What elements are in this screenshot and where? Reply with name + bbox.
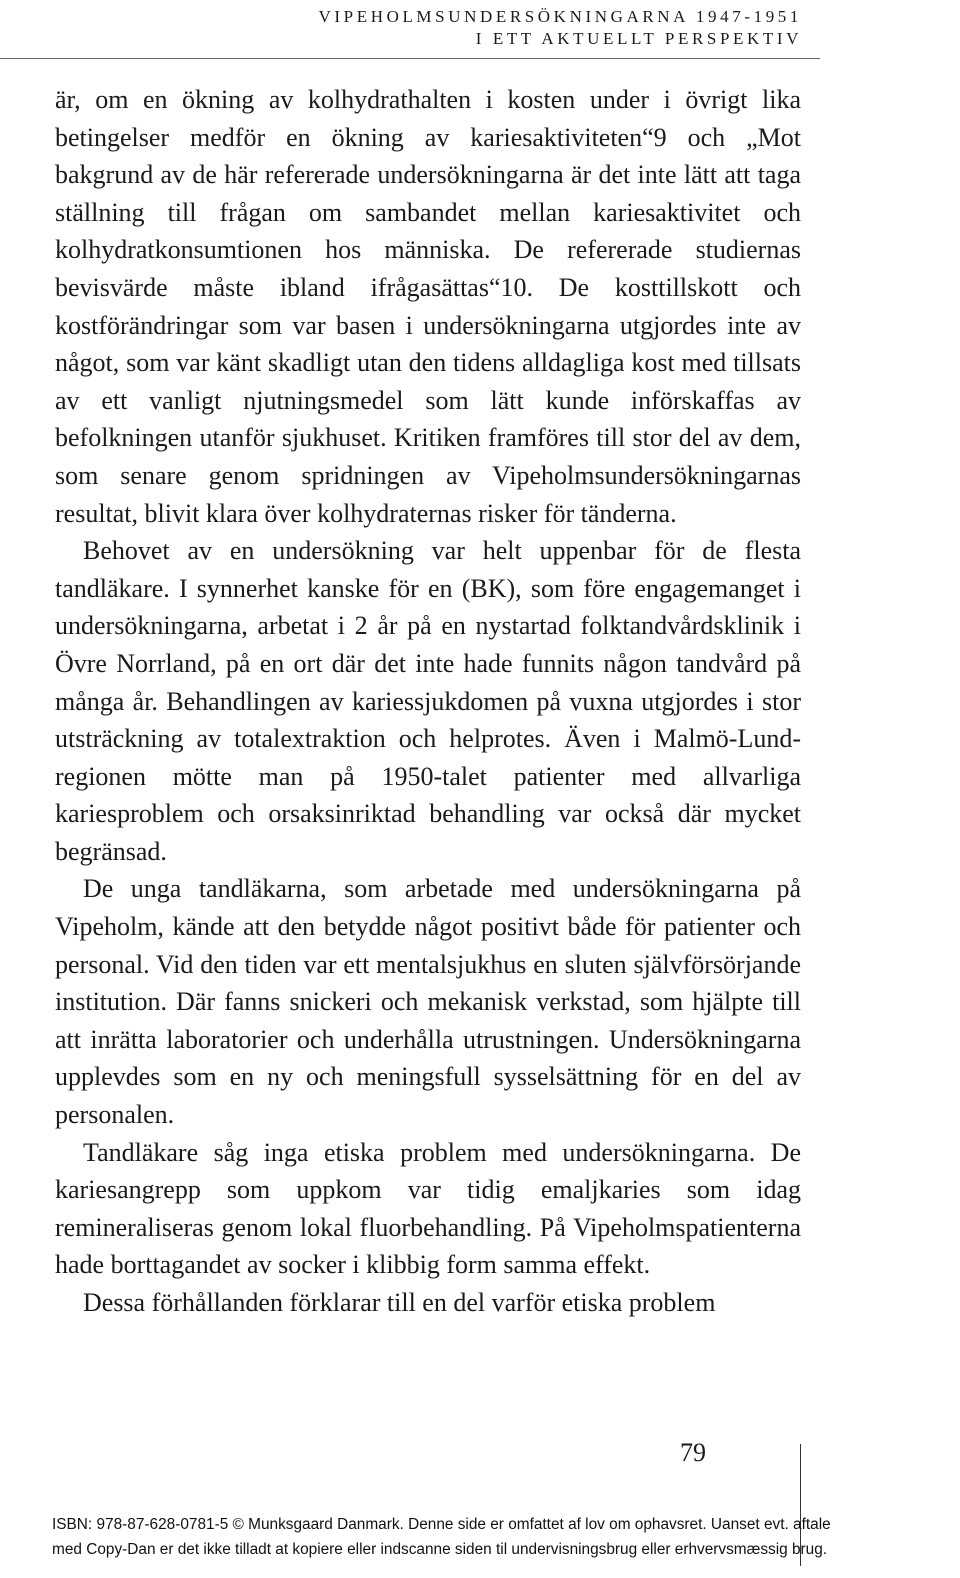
copyright-footer (52, 1512, 932, 1562)
running-header-subtitle: I ETT AKTUELLT PERSPEKTIV (475, 29, 802, 48)
paragraph: De unga tandläkarna, som arbetade med undersökningarna på Vipeholm, kände att den betydde något positivt både för patienter och personal. Vid den tiden var ett mentalsjukhus en sluten självförsörjande institution. Där fanns snickeri och mekanisk verkstad, som hjälpte till att inrätta laboratorier och underhålla utrustningen. Undersökningarna upplevdes som en ny och meningsfull sysselsättning för en del av personalen. (55, 874, 801, 1130)
paragraph: Behovet av en undersökning var helt uppenbar för de flesta tandläkare. I synnerhet kanske för en (BK), som före engagemanget i undersökningarna, arbetat i 2 år på en nystartad folktandvårdsklinik i Övre Norrland, på en ort där det inte hade funnits någon tandvård på många år. Behandlingen av kariessjukdomen på vuxna utgjordes i stor utsträckning av totalextraktion och helprotes. Även i Malmö-Lund-regionen mötte man på 1950-talet patienter med allvarliga kariesproblem och orsaksinriktad behandling var också där mycket begränsad. (55, 536, 801, 866)
header-divider (0, 58, 820, 59)
running-header-title: VIPEHOLMSUNDERSÖKNINGARNA 1947-1951 (318, 7, 802, 26)
page-number: 79 (680, 1438, 706, 1467)
paragraph: Tandläkare såg inga etiska problem med undersökningarna. De kariesangrepp som uppkom var tidig emaljkaries som idag remineraliseras genom lokal fluorbehandling. På Vipeholmspatienterna hade borttagandet av socker i klibbig form samma effekt. (55, 1137, 801, 1280)
running-header (319, 6, 802, 50)
paragraph: är, om en ökning av kolhydrathalten i kosten under i övrigt lika betingelser medför en ökning av kariesaktiviteten“9 och „Mot bakgrund av de här refererade undersökningarna är det inte lätt att taga ställning till frågan om sambandet mellan kariesaktivitet och kolhydratkonsumtionen hos människa. De refererade studiernas bevisvärde måste ibland ifrågasättas“10. De kosttillskott och kostförändringar som var basen i undersökningarna utgjordes inte av något, som var känt skadligt utan den tidens alldagliga kost med tillsats av ett vanligt njutningsmedel som lätt kunde införskaffas av befolkningen utanför sjukhuset. Kritiken framföres till stor del av dem, som senare genom spridningen av Vipeholmsundersökningarnas resultat, blivit klara över kolhydraternas risker för tänderna. (55, 85, 801, 528)
body-text (55, 81, 801, 1322)
copyright-line-1: ISBN: 978-87-628-0781-5 © Munksgaard Danmark. Denne side er omfattet af lov om ophavsret. Uanset evt. aftale (52, 1516, 831, 1533)
copyright-line-2: med Copy-Dan er det ikke tilladt at kopiere eller indscanne siden til undervisningsbrug eller erhvervsmæssig brug. (52, 1541, 828, 1558)
paragraph: Dessa förhållanden förklarar till en del varför etiska problem (83, 1288, 716, 1317)
